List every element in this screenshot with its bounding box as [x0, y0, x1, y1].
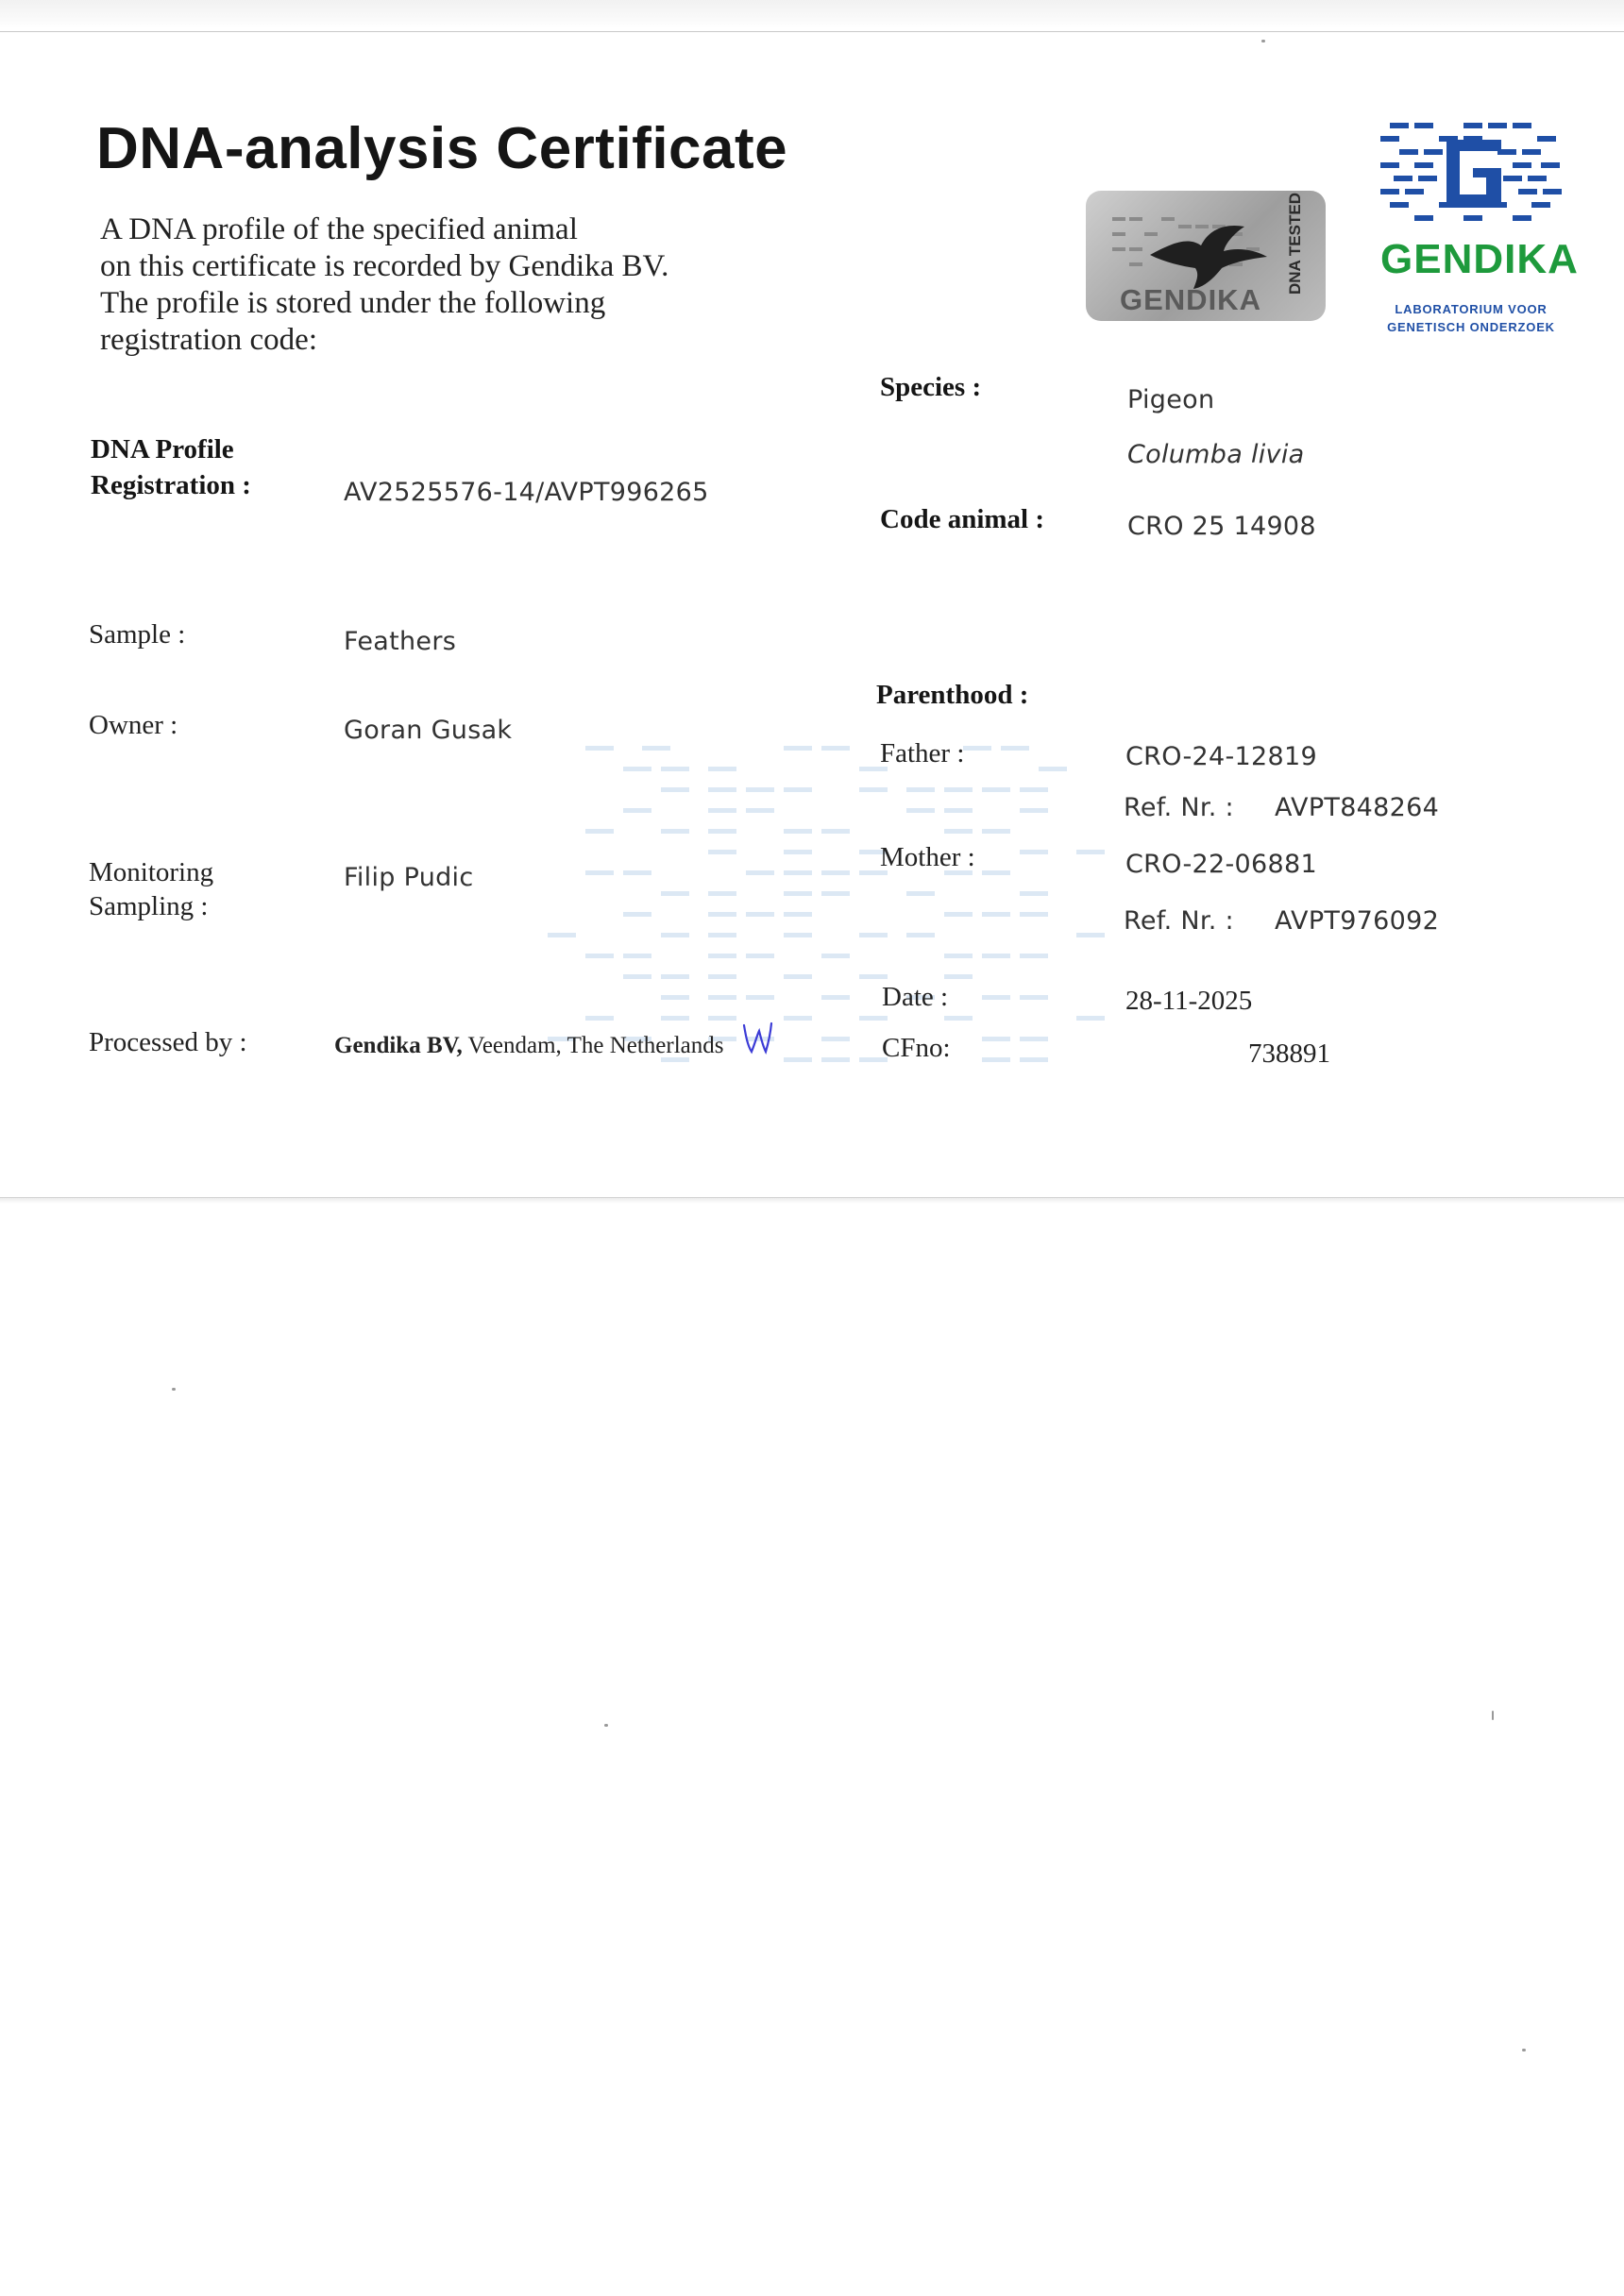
processed-value	[334, 1033, 724, 1059]
father-ref-label: Ref. Nr. :	[1124, 793, 1234, 822]
father-ref-value: AVPT848264	[1275, 793, 1440, 822]
intro-text	[100, 211, 761, 359]
dna-tested-label: DNA TESTED	[1286, 193, 1304, 295]
dna-tested-badge	[1086, 191, 1326, 321]
code-animal-label: Code animal :	[880, 504, 1044, 534]
sample-value: Feathers	[344, 627, 457, 656]
species-label: Species :	[880, 372, 982, 402]
mother-value: CRO-22-06881	[1125, 850, 1317, 879]
sheet-edge-shadow	[0, 1198, 1624, 1204]
date-value: 28-11-2025	[1125, 986, 1253, 1016]
badge-side-text	[1286, 193, 1318, 312]
logo-sub-line: LABORATORIUM VOOR	[1395, 302, 1548, 316]
species-latin: Columba livia	[1127, 440, 1305, 469]
cfno-value: 738891	[1248, 1038, 1330, 1069]
father-label: Father :	[880, 738, 965, 768]
intro-line: registration code:	[100, 323, 318, 357]
processed-company: Gendika BV,	[334, 1033, 463, 1058]
code-animal-value: CRO 25 14908	[1127, 512, 1316, 541]
gendika-logo-subtitle	[1371, 300, 1571, 336]
scan-top-edge	[0, 31, 1624, 32]
date-label: Date :	[882, 982, 949, 1012]
scan-speck	[1492, 1711, 1494, 1720]
monitoring-label-line2: Sampling :	[89, 891, 209, 921]
logo-sub-line: GENETISCH ONDERZOEK	[1387, 320, 1555, 334]
monitoring-label-line1: Monitoring	[89, 857, 214, 887]
cfno-label: CFno:	[882, 1033, 951, 1063]
mother-ref-label: Ref. Nr. :	[1124, 906, 1234, 936]
scan-speck	[1261, 40, 1265, 42]
handwritten-initials-icon	[740, 1020, 774, 1057]
owner-value: Goran Gusak	[344, 716, 513, 745]
monitoring-value: Filip Pudic	[344, 863, 474, 892]
species-common: Pigeon	[1127, 385, 1215, 414]
intro-line: A DNA profile of the specified animal	[100, 212, 578, 246]
gendika-logo-name: GENDIKA	[1380, 236, 1579, 282]
registration-code: AV2525576-14/AVPT996265	[344, 478, 709, 507]
scan-top-shadow	[0, 0, 1624, 28]
mother-ref-value: AVPT976092	[1275, 906, 1440, 936]
intro-line: The profile is stored under the following	[100, 286, 606, 320]
registration-label-line2: Registration :	[91, 470, 251, 500]
processed-location: Veendam, The Netherlands	[467, 1033, 724, 1058]
mother-label: Mother :	[880, 842, 975, 872]
father-value: CRO-24-12819	[1125, 742, 1317, 771]
processed-label: Processed by :	[89, 1027, 247, 1057]
sample-label: Sample :	[89, 619, 186, 650]
owner-label: Owner :	[89, 710, 178, 740]
scan-speck	[172, 1388, 176, 1391]
parenthood-label: Parenthood :	[876, 680, 1029, 710]
certificate-title: DNA-analysis Certificate	[96, 116, 788, 181]
scan-speck	[1522, 2049, 1526, 2051]
intro-line: on this certificate is recorded by Gendika BV.	[100, 249, 669, 283]
scan-speck	[604, 1724, 608, 1727]
gendika-logo-icon	[1380, 119, 1562, 225]
badge-brand: GENDIKA	[1120, 283, 1261, 316]
registration-label-line1: DNA Profile	[91, 434, 234, 464]
